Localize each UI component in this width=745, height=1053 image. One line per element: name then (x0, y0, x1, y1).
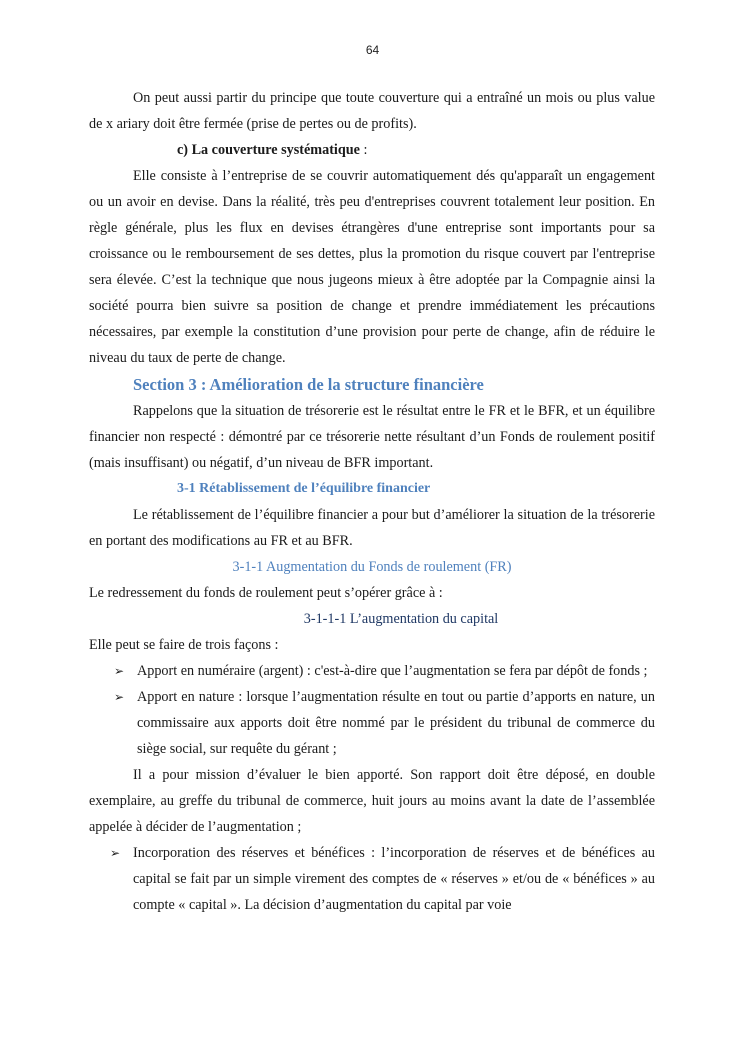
bullet-text: Apport en nature : lorsque l’augmentation résulte en tout ou partie d’apports en nature, un commissaire aux apports doit être nommé par le président du tribunal de commerce du siège social, sur requête du gérant ; (137, 689, 655, 757)
arrow-bullet-icon: ➢ (114, 664, 125, 678)
paragraph-couverture-systematique: Elle consiste à l’entreprise de se couvrir automatiquement dés qu'apparaît un engagement ou un avoir en devise. Dans la réalité, très peu d'entreprises couvrent totalement leur position. En règle générale, plus les flux en devises étrangères d'une entreprise sont importants pour sa croissance ou le remboursement de ses dettes, plus la promotion du risque couvert par l'entreprise sera élevée. C’est la technique que nous jugeons mieux à être adoptée par la Compagnie ainsi la société pourra bien suivre sa position de change et prendre immédiatement les précautions nécessaires, par exemple la constitution d’une provision pour perte de change, afin de réduire le niveau du taux de perte de change. (89, 168, 655, 366)
arrow-bullet-icon: ➢ (110, 846, 121, 860)
incorporation-bullet-list (89, 840, 655, 918)
arrow-bullet-icon: ➢ (114, 690, 125, 704)
list-item-apport-numeraire (89, 658, 655, 684)
bullet-text: Incorporation des réserves et bénéfices : l’incorporation de réserves et de bénéfices au capital se fait par un simple virement des comptes de « réserves » et/ou de « bénéfices » au compte « capital ». La décision d’augmentation du capital par voie (133, 845, 655, 913)
heading-couverture-label: c) La couverture systématique (177, 142, 360, 158)
bullet-text: Apport en numéraire (argent) : c'est-à-dire que l’augmentation se fera par dépôt de fonds ; (137, 663, 648, 679)
page-body (89, 85, 655, 918)
section-3-heading: Section 3 : Amélioration de la structure financière (133, 375, 484, 394)
apport-bullet-list (89, 658, 655, 762)
subsection-3-1-1-heading: 3-1-1 Augmentation du Fonds de roulement (FR) (232, 559, 512, 575)
page-number: 64 (365, 43, 380, 57)
paragraph-redressement-fr: Le redressement du fonds de roulement peut s’opérer grâce à : (89, 585, 443, 601)
list-item-incorporation-reserves (89, 840, 655, 918)
paragraph-retablissement: Le rétablissement de l’équilibre financier a pour but d’améliorer la situation de la trésorerie en portant des modifications au FR et au BFR. (89, 507, 655, 549)
list-item-apport-nature (89, 684, 655, 762)
paragraph-couverture-fermee: On peut aussi partir du principe que toute couverture qui a entraîné un mois ou plus value de x ariary doit être fermée (prise de pertes ou de profits). (89, 90, 655, 132)
heading-couverture-systematique (89, 137, 655, 163)
paragraph-trois-facons: Elle peut se faire de trois façons : (89, 637, 279, 653)
subsection-3-1-heading: 3-1 Rétablissement de l’équilibre financier (177, 481, 431, 496)
subsection-3-1-1-1-heading: 3-1-1-1 L’augmentation du capital (303, 611, 499, 627)
paragraph-situation-tresorerie: Rappelons que la situation de trésorerie est le résultat entre le FR et le BFR, et un équilibre financier non respecté : démontré par ce trésorerie nette résultant d’un Fonds de roulement positif (mais insuffisant) ou négatif, d’un niveau de BFR important. (89, 403, 655, 471)
heading-couverture-colon: : (359, 142, 368, 158)
paragraph-mission-commissaire: Il a pour mission d’évaluer le bien apporté. Son rapport doit être déposé, en double exemplaire, au greffe du tribunal de commerce, huit jours au moins avant la date de l’assemblée appelée à décider de l’augmentation ; (89, 767, 655, 835)
